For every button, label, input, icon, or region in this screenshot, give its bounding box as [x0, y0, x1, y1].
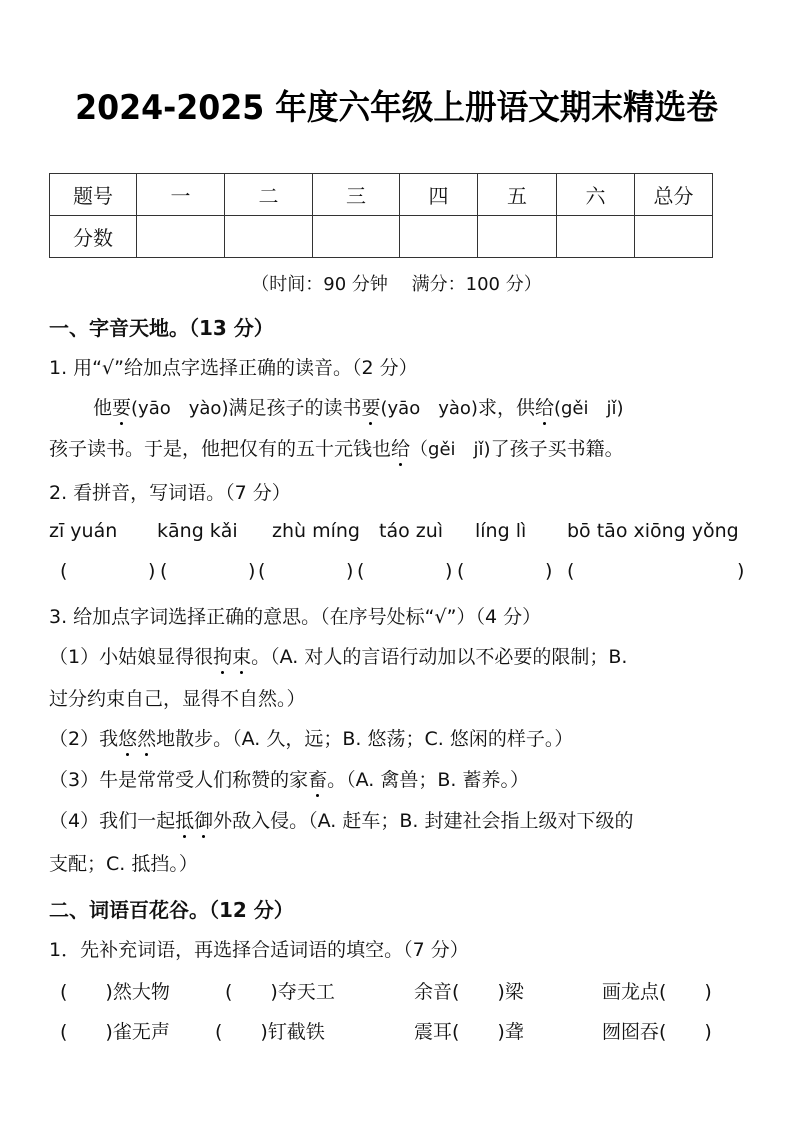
header-cell-total: 总分 — [635, 174, 713, 216]
score-cell-total[interactable] — [635, 216, 713, 258]
header-cell-3: 三 — [313, 174, 400, 216]
q1-sentence-line2: 孩子读书。于是，他把仅有的五十元钱也给（gěi jǐ)了孩子买书籍。 — [49, 434, 624, 461]
idiom-fill-4[interactable]: 画龙点( ) — [602, 981, 712, 1003]
q3-item-1: （1）小姑娘显得很拘束。（A. 对人的言语行动加以不必要的限制；B. — [49, 642, 627, 669]
q3-prompt: 3. 给加点字词选择正确的意思。（在序号处标“√”）（4 分） — [49, 606, 542, 628]
dotted-char: 御 — [194, 806, 213, 833]
header-cell-5: 五 — [478, 174, 557, 216]
pinyin-word-5: líng lì — [475, 520, 527, 542]
dotted-char: 畜 — [308, 765, 327, 792]
dotted-char: 要 — [112, 393, 131, 420]
dotted-char: 拘 — [213, 642, 232, 669]
pinyin-word-4: táo zuì — [379, 520, 444, 542]
score-cell-3[interactable] — [313, 216, 400, 258]
q3-item-4: （4）我们一起抵御外敌入侵。（A. 赶车；B. 封建社会指上级对下级的 — [49, 806, 633, 833]
pinyin-options[interactable]: (yāo yào) — [131, 398, 229, 419]
pinyin-options[interactable]: (gěi jǐ) — [553, 398, 624, 419]
header-cell-1: 一 — [137, 174, 225, 216]
dotted-char: 束 — [232, 642, 251, 669]
header-cell-4: 四 — [400, 174, 478, 216]
q1-prompt: 1. 用“√”给加点字选择正确的读音。（2 分） — [49, 357, 418, 379]
section2-heading: 二、词语百花谷。（12 分） — [49, 898, 294, 922]
header-cell-2: 二 — [225, 174, 313, 216]
q3-item-3: （3）牛是常常受人们称赞的家畜。（A. 禽兽；B. 蓄养。） — [49, 765, 529, 792]
idiom-fill-5[interactable]: ( )雀无声 — [60, 1021, 170, 1043]
idiom-fill-3[interactable]: 余音( )梁 — [414, 981, 524, 1003]
pinyin-word-1: zī yuán — [49, 520, 118, 542]
idiom-fill-1[interactable]: ( )然大物 — [60, 981, 170, 1003]
q3-item-4-cont[interactable]: 支配；C. 抵挡。） — [49, 853, 198, 875]
pinyin-options[interactable]: (yāo yào) — [380, 398, 478, 419]
exam-title: 2024-2025 年度六年级上册语文期末精选卷 — [75, 88, 718, 128]
idiom-fill-7[interactable]: 震耳( )聋 — [414, 1021, 524, 1043]
pinyin-word-6: bō tāo xiōng yǒng — [567, 520, 739, 542]
dotted-char: 给 — [535, 393, 554, 420]
pinyin-word-2: kāng kǎi — [157, 520, 238, 542]
q2-prompt: 2. 看拼音，写词语。（7 分） — [49, 482, 291, 504]
idiom-fill-6[interactable]: ( )钉截铁 — [215, 1021, 325, 1043]
row-label-score: 分数 — [50, 216, 137, 258]
dotted-char: 要 — [361, 393, 380, 420]
score-table-score-row — [50, 216, 713, 258]
dotted-char: 给 — [391, 434, 410, 461]
section1-heading: 一、字音天地。（13 分） — [49, 316, 274, 340]
score-cell-6[interactable] — [557, 216, 635, 258]
pinyin-options[interactable]: （gěi jǐ) — [410, 439, 491, 460]
s2-q1-prompt: 1．先补充词语，再选择合适词语的填空。（7 分） — [49, 939, 469, 961]
score-table-header-row — [50, 174, 713, 216]
score-cell-2[interactable] — [225, 216, 313, 258]
header-cell-6: 六 — [557, 174, 635, 216]
header-cell-question-no: 题号 — [50, 174, 137, 216]
dotted-char: 然 — [137, 724, 156, 751]
q1-sentence-line1: 他要(yāo yào)满足孩子的读书要(yāo yào)求，供给(gěi jǐ) — [93, 393, 624, 420]
dotted-char: 抵 — [175, 806, 194, 833]
score-cell-4[interactable] — [400, 216, 478, 258]
dotted-char: 悠 — [118, 724, 137, 751]
score-cell-5[interactable] — [478, 216, 557, 258]
idiom-fill-2[interactable]: ( )夺天工 — [225, 981, 335, 1003]
score-table — [49, 173, 713, 258]
pinyin-word-3: zhù míng — [272, 520, 360, 542]
idiom-fill-8[interactable]: 囫囵吞( ) — [602, 1021, 712, 1043]
score-cell-1[interactable] — [137, 216, 225, 258]
q3-item-1-cont[interactable]: 过分约束自己，显得不自然。） — [49, 688, 306, 710]
time-note: （时间：90 分钟 满分：100 分） — [251, 274, 542, 295]
q3-item-2: （2）我悠然地散步。（A. 久，远；B. 悠荡；C. 悠闲的样子。） — [49, 724, 573, 751]
